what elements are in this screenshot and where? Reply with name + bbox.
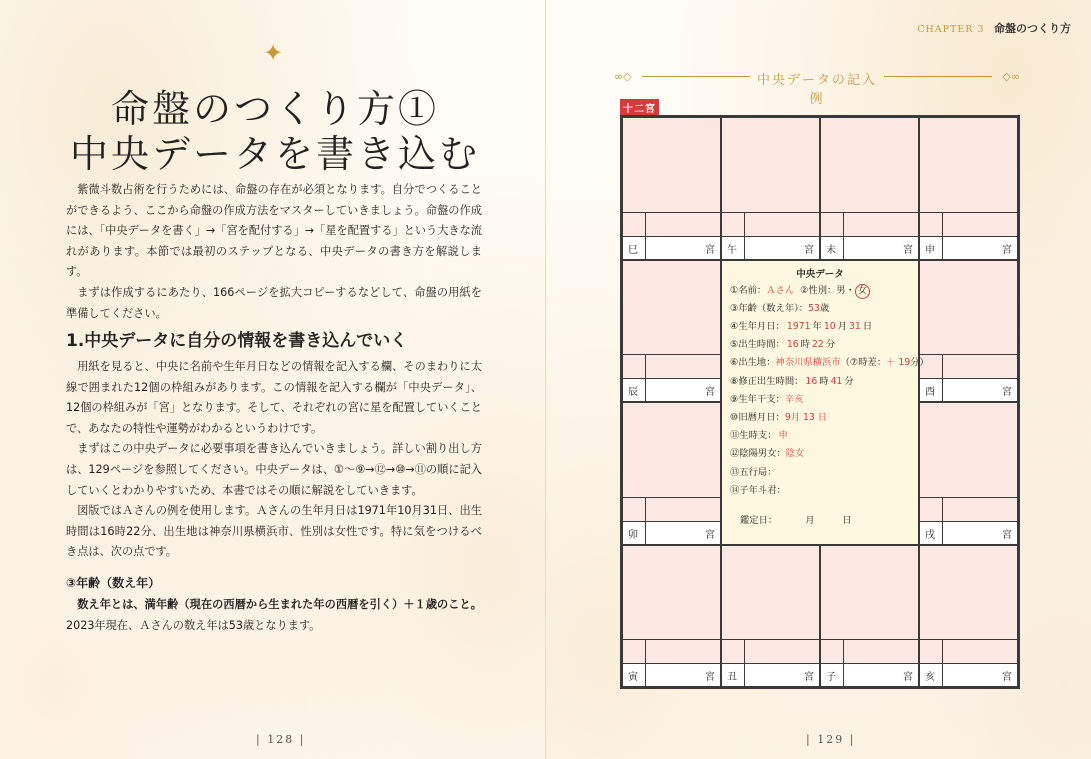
- field-time-hour-unit: 時: [800, 339, 810, 351]
- ornament-icon: ∞◇: [614, 70, 632, 83]
- palace-suffix: 宮: [804, 244, 814, 256]
- palace-label-row: [623, 663, 720, 686]
- palace-cell: [622, 402, 721, 545]
- center-data-row: [730, 464, 777, 478]
- field-gender-male: 男: [836, 284, 846, 296]
- palace-suffix: 宮: [705, 672, 715, 683]
- palace-cell: [919, 402, 1018, 545]
- paragraph: 図版ではＡさんの例を使用します。Ａさんの生年月日は1971年10月31日、出生時間は16時22分、出生地は神奈川県横浜市、性別は女性です。特に気をつけるべき点は、次の点です。: [66, 504, 482, 559]
- palace-suffix: 宮: [1002, 387, 1012, 398]
- grid-line: [645, 522, 646, 544]
- field-corrected-min: 41: [830, 375, 843, 387]
- field-name-value: Ａさん: [766, 284, 795, 296]
- field-gender-dot: ・: [845, 284, 855, 296]
- palace-suffix: 宮: [705, 244, 715, 256]
- grid-line: [843, 237, 844, 259]
- field-kanshi-value: 辛亥: [784, 393, 804, 405]
- grid-line: [722, 639, 819, 640]
- palace-cell: [622, 545, 721, 688]
- grid-line: [744, 639, 745, 664]
- page-number: | 129 |: [806, 733, 856, 746]
- grid-line: [645, 237, 646, 259]
- subsection-heading: ③年齢（数え年）: [66, 576, 161, 590]
- palace-suffix: 宮: [1002, 672, 1012, 683]
- grid-line: [722, 212, 819, 213]
- center-data-row: [730, 427, 790, 441]
- field-birth-day-unit: 日: [862, 320, 873, 332]
- grid-line: [920, 354, 1017, 355]
- field-birth-month-unit: 月: [837, 320, 847, 332]
- bold-text: 数え年とは、満年齢（現在の西暦から生まれた年の西暦を引く）＋１歳のこと。: [77, 598, 482, 611]
- grid-line: [645, 664, 646, 686]
- palace-label-row: [920, 236, 1017, 259]
- sparkle-icon: ✦: [262, 39, 284, 67]
- twelve-palace-tag: 十二宮: [620, 99, 659, 116]
- center-data-row: [730, 354, 929, 368]
- grid-line: [744, 212, 745, 237]
- grid-line: [744, 664, 745, 686]
- palace-cell: [919, 260, 1018, 403]
- field-gender-female: 女: [855, 284, 870, 299]
- field-time-hour: 16: [786, 339, 799, 351]
- field-gender-label: ②性別：: [800, 284, 837, 296]
- field-date-month: 月: [805, 514, 815, 526]
- palace-cell: [622, 260, 721, 403]
- field-age-label: ③年齢（数え年）：: [730, 302, 809, 314]
- paragraph: 用紙を見ると、中央に名前や生年月日などの情報を記入する欄、そのまわりに太線で囲まれた12個の枠組みがあります。この情報を記入する欄が「中央データ」、12個の枠組みが「宮」となります。そして、それぞれの宮に星を配置していくことで、あなたの特性や運勢がわかるというわけです。: [66, 360, 482, 435]
- center-data-row: [730, 282, 870, 299]
- palace-branch: 午: [727, 244, 737, 256]
- field-yinyang-label: ⑫陰陽男女：: [730, 448, 786, 460]
- center-data-row: [730, 336, 835, 350]
- field-age-value: 53: [808, 302, 820, 314]
- palace-cell: [820, 545, 919, 688]
- palace-cell: [721, 545, 820, 688]
- palace-branch: 寅: [628, 672, 638, 683]
- field-birth-label: ④生年月日：: [730, 320, 785, 332]
- section2-text: [66, 595, 482, 636]
- grid-line: [942, 379, 943, 401]
- grid-line: [942, 664, 943, 686]
- ornament-icon: ◇∞: [1002, 70, 1020, 83]
- grid-line: [645, 497, 646, 522]
- palace-branch: 酉: [925, 387, 935, 398]
- field-date-label: 鑑定日：: [740, 514, 778, 526]
- center-data-row: [730, 391, 803, 405]
- field-birth-year-unit: 年: [812, 320, 822, 332]
- palace-suffix: 宮: [1002, 529, 1012, 541]
- grid-line: [821, 639, 918, 640]
- field-place-label: ⑥出生地：: [730, 357, 776, 369]
- field-birth-month: 10: [823, 320, 836, 332]
- grid-line: [821, 212, 918, 213]
- palace-branch: 戌: [925, 529, 935, 541]
- grid-line: [843, 664, 844, 686]
- grid-line: [645, 639, 646, 664]
- paragraph: まずは作成するにあたり、166ページを拡大コピーするなどして、命盤の用紙を準備してください。: [66, 285, 482, 320]
- palace-suffix: 宮: [804, 672, 814, 683]
- palace-branch: 巳: [628, 244, 638, 256]
- grid-line: [623, 639, 720, 640]
- grid-line: [920, 639, 1017, 640]
- paragraph: 紫微斗数占術を行うためには、命盤の存在が必須となります。自分でつくることができるよう、ここから命盤の作成方法をマスターしていきましょう。命盤の作成には、「中央データを書く」→「宮を配付する」→「星を配置する」という大きな流れがあります。本節では最初のステップとなる、中央データの書き方を解説します。: [66, 183, 482, 279]
- palace-branch: 卯: [628, 529, 638, 541]
- palace-cell: [622, 117, 721, 260]
- palace-label-row: [920, 521, 1017, 544]
- field-corrected-min-unit: 分: [844, 375, 854, 387]
- palace-label-row: [821, 663, 918, 686]
- page-title-line1: 命盤のつくり方①: [110, 87, 439, 131]
- field-timediff-value: ＋ 19: [886, 357, 911, 369]
- grid-line: [744, 237, 745, 259]
- paragraph: [66, 595, 482, 636]
- grid-line: [942, 237, 943, 259]
- palace-label-row: [623, 378, 720, 401]
- field-hour-branch-label: ⑪生時支：: [730, 430, 777, 442]
- field-corrected-label: ⑧修正出生時間：: [730, 375, 804, 387]
- divider: [884, 76, 992, 77]
- field-timediff-label: （⑦時差：: [840, 357, 887, 369]
- grid-line: [843, 212, 844, 237]
- left-page: [0, 0, 545, 759]
- palace-cell: [919, 545, 1018, 688]
- palace-cell: [919, 117, 1018, 260]
- grid-line: [942, 212, 943, 237]
- palace-label-row: [920, 378, 1017, 401]
- field-corrected-hour: 16: [805, 375, 818, 387]
- palace-branch: 子: [826, 672, 836, 683]
- field-age-unit: 歳: [819, 302, 830, 314]
- palace-label-row: [623, 236, 720, 259]
- intro-text: [66, 180, 482, 324]
- field-shidou-label: ⑭子年斗君：: [730, 484, 786, 496]
- center-data-row: [730, 373, 854, 387]
- page-number: | 128 |: [256, 733, 306, 746]
- field-yinyang-value: 陰女: [785, 448, 805, 460]
- section-label: 中央データの記入例: [756, 73, 877, 107]
- center-data-row: [730, 300, 829, 314]
- grid-line: [942, 497, 943, 522]
- grid-line: [623, 354, 720, 355]
- appraisal-date-row: [740, 512, 852, 526]
- palace-label-row: [920, 663, 1017, 686]
- palace-label-row: [623, 521, 720, 544]
- grid-line: [623, 497, 720, 498]
- palace-label-row: [821, 236, 918, 259]
- field-place-value: 神奈川県横浜市: [775, 357, 841, 369]
- palace-suffix: 宮: [705, 529, 715, 541]
- grid-line: [920, 212, 1017, 213]
- page-title-line2: 中央データを書き込む: [69, 132, 480, 176]
- divider: [642, 76, 750, 77]
- palace-suffix: 宮: [705, 387, 715, 398]
- destiny-chart-board: [620, 115, 1020, 689]
- center-data-box: [721, 260, 929, 545]
- grid-line: [920, 497, 1017, 498]
- palace-branch: 亥: [925, 672, 935, 683]
- center-data-row: [730, 318, 872, 332]
- grid-line: [843, 639, 844, 664]
- center-data-row: [730, 482, 786, 496]
- plain-text: 2023年現在、Ａさんの数え年は53歳となります。: [66, 618, 321, 632]
- center-data-title: 中央データ: [796, 268, 844, 280]
- field-corrected-hour-unit: 時: [819, 375, 829, 387]
- grid-line: [942, 522, 943, 544]
- field-kanshi-label: ⑨生年干支：: [730, 393, 785, 405]
- grid-line: [942, 354, 943, 379]
- grid-line: [645, 379, 646, 401]
- palace-suffix: 宮: [903, 672, 913, 683]
- chapter-title: 命盤のつくり方: [994, 22, 1071, 35]
- field-gogyo-label: ⑬五行局：: [730, 466, 777, 478]
- palace-label-row: [722, 236, 819, 259]
- chapter-header: [917, 20, 1071, 36]
- field-name-label: ①名前：: [730, 284, 767, 296]
- chapter-label: CHAPTER 3: [917, 24, 985, 35]
- field-birth-year: 1971: [786, 320, 811, 332]
- section-title-bar: [614, 70, 1020, 107]
- section-heading: 1.中央データに自分の情報を書き込んでいく: [66, 331, 408, 351]
- palace-cell: [820, 117, 919, 260]
- field-lunar-label: ⑩旧暦月日：: [730, 411, 785, 423]
- field-hour-branch-value: 申: [778, 430, 788, 442]
- palace-branch: 辰: [628, 387, 638, 398]
- field-time-min-unit: 分: [825, 339, 836, 351]
- grid-line: [645, 212, 646, 237]
- field-time-min: 22: [811, 339, 824, 351]
- palace-label-row: [722, 663, 819, 686]
- palace-suffix: 宮: [1002, 244, 1012, 256]
- palace-cell: [721, 117, 820, 260]
- center-data-row: [730, 445, 804, 459]
- field-lunar-value: 9月 13 日: [784, 411, 828, 423]
- palace-suffix: 宮: [903, 244, 913, 256]
- section1-text: [66, 357, 482, 563]
- grid-line: [942, 639, 943, 664]
- grid-line: [645, 354, 646, 379]
- palace-branch: 丑: [727, 672, 737, 683]
- grid-line: [623, 212, 720, 213]
- field-timediff-unit: 分）: [910, 357, 929, 369]
- field-birth-day: 31: [848, 320, 861, 332]
- right-page: [546, 0, 1091, 759]
- field-date-day: 日: [842, 514, 852, 526]
- palace-branch: 未: [826, 244, 836, 256]
- center-data-row: [730, 409, 827, 423]
- field-time-label: ⑤出生時間：: [730, 339, 785, 351]
- paragraph: まずはこの中央データに必要事項を書き込んでいきましょう。詳しい割り出し方は、129ページを参照してください。中央データは、①〜⑨→⑫→⑩→⑪の順に記入していくとわかりやすいため、本書ではその順に解説をしていきます。: [66, 442, 482, 497]
- palace-branch: 申: [925, 244, 935, 256]
